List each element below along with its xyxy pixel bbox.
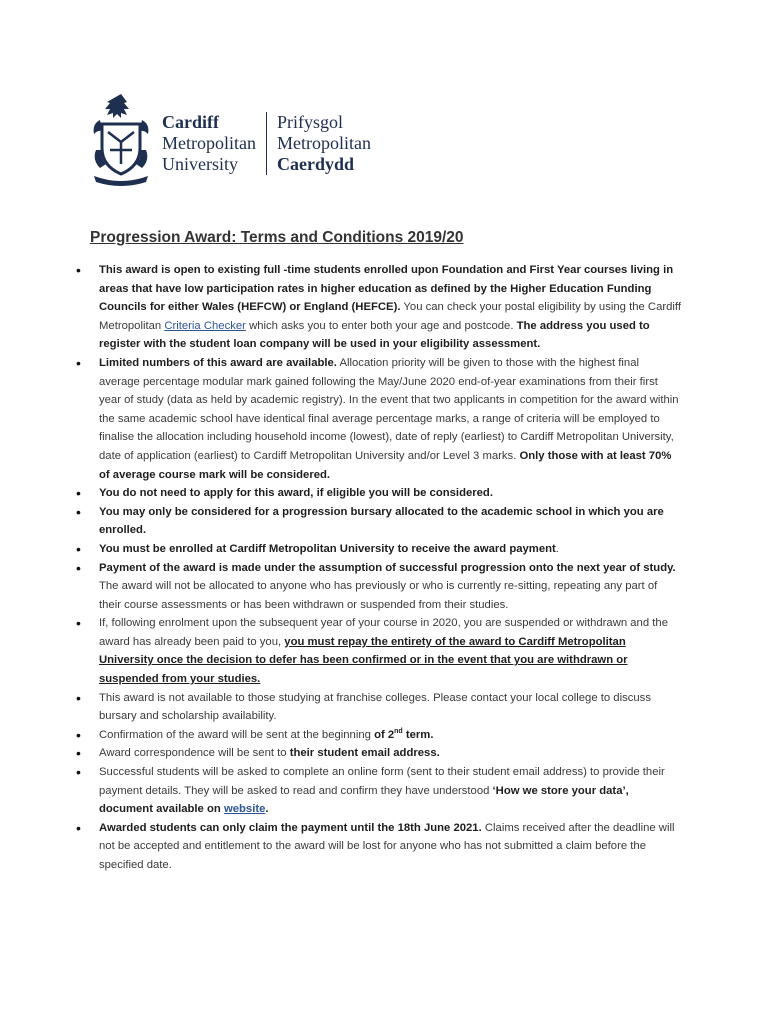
item-text: This award is not available to those studying at franchise colleges. Please contact your local college to discuss bursary and scholarship availability. (99, 691, 651, 723)
item-bold-text: Only those with at least 70% of average course mark will be considered. (99, 449, 672, 481)
university-logo (88, 90, 371, 190)
item-text: Award correspondence will be sent to (99, 747, 290, 760)
logo-word-caerdydd: Caerdydd (276, 153, 354, 174)
item-bold-text: You must be enrolled at Cardiff Metropolitan University to receive the award payment (99, 542, 556, 555)
item-bold-text: of 2 (374, 728, 395, 741)
logo-word-university: University (162, 153, 238, 174)
item-bold-text: ‘How we store your data’, document available on (99, 784, 629, 816)
item-text: Claims received after the deadline will not be accepted and entitlement to the award will be lost for anyone who has not submitted a claim before the specified date. (99, 821, 675, 871)
list-item (76, 261, 682, 354)
dragon-crest-icon (88, 90, 154, 190)
logo-word-metropolitan-cy: Metropolitan (276, 132, 371, 153)
item-bold-underlined-text: you must repay the entirety of the award to Cardiff Metropolitan University once the decision to defer has been confirmed or in the event that you are withdrawn or suspended from your studies. (99, 635, 628, 686)
terms-list (76, 261, 682, 875)
list-item (76, 763, 682, 819)
item-text: Confirmation of the award will be sent at the beginning (99, 728, 375, 741)
item-bold-text: Payment of the award is made under the assumption of successful progression onto the next year of study. (99, 561, 676, 574)
item-bold-text: You do not need to apply for this award, if eligible you will be considered. (99, 487, 493, 500)
list-item (76, 744, 682, 763)
list-item (76, 689, 682, 726)
item-bold-text: You may only be considered for a progression bursary allocated to the academic school in which you are enrolled. (99, 505, 664, 537)
item-bold-text: Limited numbers of this award are available. (99, 356, 337, 369)
page-title: Progression Award: Terms and Conditions 2019/20 (90, 229, 464, 246)
list-item (76, 540, 682, 559)
item-superscript: nd (394, 728, 403, 736)
list-item (76, 614, 682, 688)
list-item (76, 726, 682, 745)
list-item (76, 484, 682, 503)
logo-text-english (162, 112, 267, 175)
item-bold-text: This award is open to existing full -time students enrolled upon Foundation and First Year courses living in areas that have low participation rates in higher education as defined by the Higher Education Funding Councils for either Wales (HEFCW) or England (HEFCE). (99, 264, 674, 314)
website-link[interactable]: website (223, 803, 266, 816)
item-bold-text: their student email address. (289, 747, 440, 760)
item-text: . (555, 542, 559, 555)
list-item (76, 559, 682, 615)
list-item (76, 503, 682, 540)
logo-word-cardiff: Cardiff (162, 111, 219, 132)
criteria-checker-link[interactable]: Criteria Checker (164, 319, 246, 332)
list-item (76, 819, 682, 875)
item-text: Successful students will be asked to complete an online form (sent to their student email address) to provide their payment details. They will be asked to read and confirm they have understood (99, 766, 665, 797)
item-bold-text: term. (402, 728, 434, 741)
item-text: The award will not be allocated to anyone who has previously or who is currently re-sitting, repeating any part of their course assessments or has been withdrawn or suspended from their studies. (99, 580, 658, 611)
list-item (76, 354, 682, 484)
item-text: If, following enrolment upon the subsequent year of your course in 2020, you are suspended or withdrawn and the award has already been paid to you, (99, 617, 668, 648)
item-text: which asks you to enter both your age and postcode. (245, 319, 517, 332)
item-bold-text: . (265, 803, 269, 816)
logo-word-prifysgol: Prifysgol (276, 111, 343, 132)
logo-word-metropolitan: Metropolitan (162, 132, 256, 153)
item-bold-text: The address you used to register with the student loan company will be used in your eligibility assessment. (99, 319, 650, 351)
item-text: Allocation priority will be given to those with the highest final average percentage modular mark gained following the May/June 2020 end-of-year examinations from their first year of study (data as held by academic registry). In the event that two applicants in competition for the award within the same academic school have identical final average percentage marks, a range of criteria will be employed to finalise the allocation including household income (lowest), date of reply (earliest) to Cardiff Metropolitan University, date of application (earliest) to Cardiff Metropolitan University and/or Level 3 marks. (99, 356, 679, 462)
logo-text-welsh (267, 112, 371, 175)
item-text: You can check your postal eligibility by using the Cardiff Metropolitan (99, 301, 681, 332)
item-bold-text: Awarded students can only claim the payment until the 18th June 2021. (99, 821, 482, 834)
